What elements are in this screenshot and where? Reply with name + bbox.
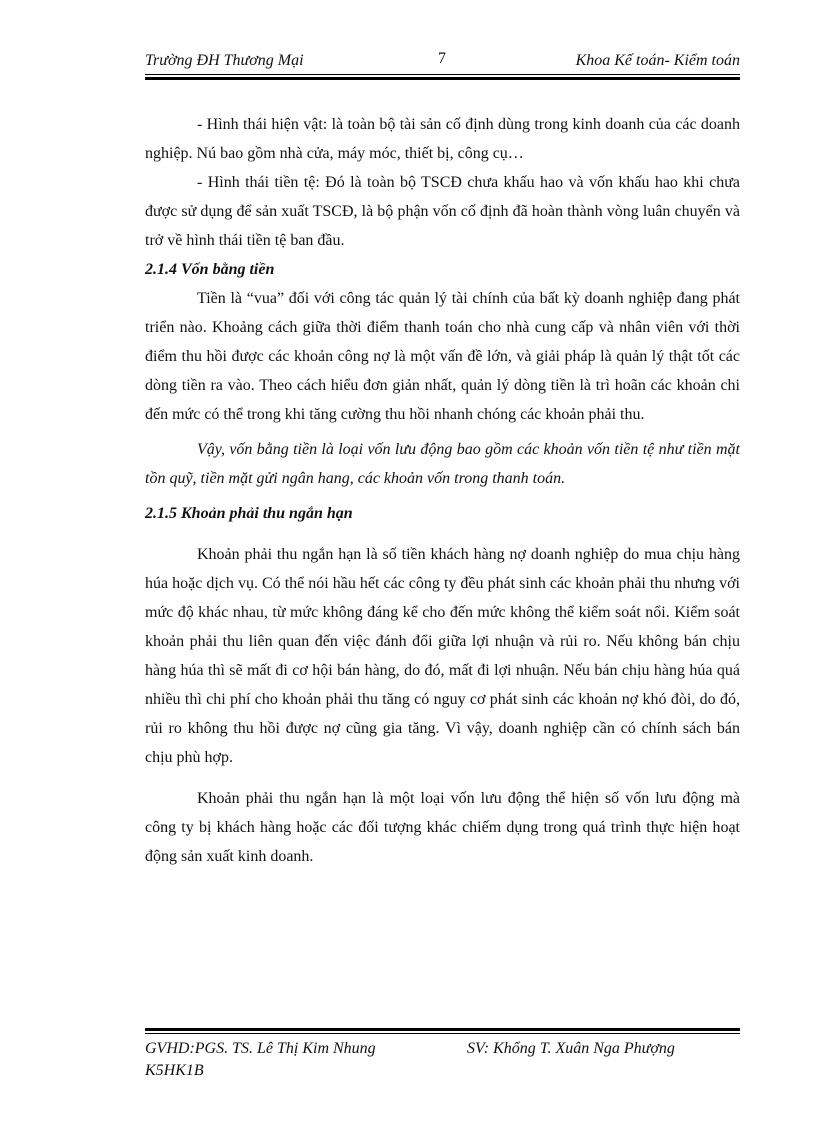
footer-rule-thin [145, 1033, 740, 1034]
footer-class: K5HK1B [145, 1062, 204, 1079]
footer-student: SV: Khổng T. Xuân Nga Phượng [467, 1040, 675, 1057]
paragraph-receivables-definition: Khoản phải thu ngắn hạn là một loại vốn lưu động thể hiện số vốn lưu động mà công ty bị khách hàng hoặc các đối tượng khác chiếm dụng trong quá trình thực hiện hoạt động sản xuất kinh doanh. [145, 790, 740, 865]
paragraph-cash-management: Tiền là “vua” đối với công tác quản lý tài chính của bất kỳ doanh nghiệp đang phát triển nào. Khoảng cách giữa thời điểm thanh toán cho nhà cung cấp và nhân viên với thời điểm thu hồi được các khoản công nợ là một vấn đề lớn, và giải pháp là quản lý thật tốt các dòng tiền ra vào. Theo cách hiểu đơn giản nhất, quản lý dòng tiền là trì hoãn các khoản chi đến mức có thể trong khi tăng cường thu hồi nhanh chóng các khoản phải thu. [145, 290, 740, 423]
paragraph-cash-definition: Vậy, vốn bằng tiền là loại vốn lưu động bao gồm các khoản vốn tiền tệ như tiền mặt tồn quỹ, tiền mặt gửi ngân hang, các khoản vốn trong thanh toán. [145, 441, 740, 487]
paragraph-physical-form: - Hình thái hiện vật: là toàn bộ tài sản cố định dùng trong kinh doanh của các doanh nghiệp. Nú bao gồm nhà cửa, máy móc, thiết bị, công cụ… [145, 116, 740, 162]
header-school: Trường ĐH Thương Mại [145, 52, 304, 69]
header-rule-thick [145, 77, 740, 80]
paragraph-receivables: Khoản phải thu ngắn hạn là số tiền khách hàng nợ doanh nghiệp do mua chịu hàng húa hoặc dịch vụ. Có thể nói hầu hết các công ty đều phát sinh các khoản phải thu nhưng với mức độ khác nhau, từ mức không đáng kể cho đến mức không thể kiểm soát nổi. Kiểm soát khoản phải thu liên quan đến việc đánh đổi giữa lợi nhuận và rủi ro. Nếu không bán chịu hàng húa thì sẽ mất đi cơ hội bán hàng, do đó, mất đi lợi nhuận. Nếu bán chịu hàng húa quá nhiều thì chi phí cho khoản phải thu tăng có nguy cơ phát sinh các khoản nợ khó đòi, do đó, rủi ro không thu hồi được nợ cũng gia tăng. Vì vậy, doanh nghiệp cần có chính sách bán chịu phù hợp. [145, 546, 740, 766]
page-header [145, 46, 740, 74]
header-department: Khoa Kế toán- Kiểm toán [575, 52, 740, 69]
paragraph-monetary-form: - Hình thái tiền tệ: Đó là toàn bộ TSCĐ chưa khấu hao và vốn khấu hao khi chưa được sử dụng để sản xuất TSCĐ, là bộ phận vốn cố định đã hoàn thành vòng luân chuyển và trở về hình thái tiền tệ ban đầu. [145, 174, 740, 249]
footer-advisor: GVHD:PGS. TS. Lê Thị Kim Nhung [145, 1040, 376, 1057]
document-body [145, 110, 740, 871]
section-heading-2-1-5: 2.1.5 Khoản phải thu ngắn hạn [145, 505, 353, 522]
section-heading-2-1-4: 2.1.4 Vốn bằng tiền [145, 261, 275, 278]
footer-rule-thick [145, 1028, 740, 1031]
page-number: 7 [438, 50, 446, 67]
header-rule-thin [145, 74, 740, 75]
